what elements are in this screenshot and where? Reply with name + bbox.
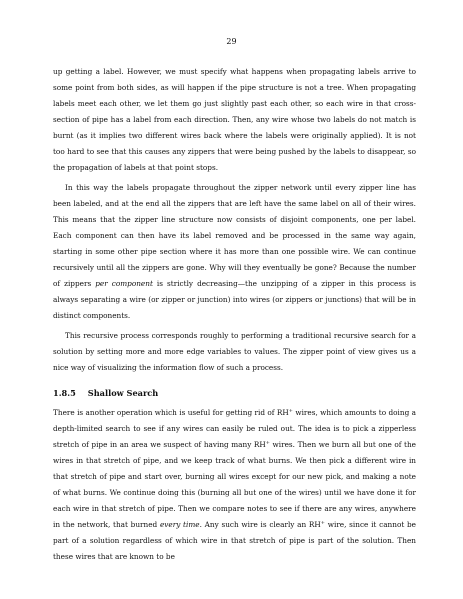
paragraph-4 [53, 405, 416, 565]
superscript-plus: + [288, 408, 293, 414]
paragraph-2-text-b: is strictly decreasing—the unzipping of a zipper in this process is always separating a wire (or zipper or junction) into wires (or zippers or junctions) that will be in distinct components. [53, 279, 416, 320]
superscript-plus: + [320, 520, 325, 526]
paragraph-2-emphasis: per component [95, 279, 153, 288]
page-number: 29 [226, 37, 237, 46]
paragraph-4-text-3: wires. Then we burn all but one of the wires in that stretch of pipe, and we keep track of what burns. We then pick a different wire in that stretch of pipe and start over, burning all wires except for our new pick, and making a note of what burns. We continue doing this (burning all but one of the wires) until we have done it for each wire in that stretch of pipe. Then we compare notes to see if there are any wires, anywhere in the network, that burned [53, 440, 416, 529]
paragraph-4-text-1: There is another operation which is useful for getting rid of RH [53, 408, 289, 417]
paragraph-2-text-a: In this way the labels propagate throughout the zipper network until every zipper line has been labeled, and at the end all the zippers that are left have the same label on all of their wires. This means that the zipper line structure now consists of disjoint components, one per label. Each component can then have its label removed and be processed in the same way again, starting in some other pipe section where it has more than one possible wire. We can continue recursively until all the zippers are gone. Why will they eventually be gone? Because the number of zippers [53, 183, 416, 288]
paragraph-1: up getting a label. However, we must specify what happens when propagating labels arrive to some point from both sides, as will happen if the pipe structure is not a tree. When propagating labels meet each other, we let them go just slightly past each other, so each wire in that cross-section of pipe has a label from each direction. Then, any wire whose two labels do not match is burnt (as it implies two different wires back where the labels were originally applied). It is not too hard to see that this causes any zippers that were being pushed by the labels to disappear, so the propagation of labels at that point stops. [53, 67, 416, 172]
paragraph-4-emphasis: every time [159, 520, 200, 529]
section-number: 1.8.5 [53, 388, 76, 398]
paragraph-3: This recursive process corresponds roughly to performing a traditional recursive search for a solution by setting more and more edge variables to values. The zipper point of view gives us a nice way of visualizing the information flow of such a process. [53, 331, 416, 372]
paragraph-4-text-4: . Any such wire is clearly an RH [199, 520, 321, 529]
body-text [53, 64, 416, 569]
superscript-plus: + [265, 440, 270, 446]
section-heading [53, 387, 416, 399]
section-title: Shallow Search [87, 388, 159, 398]
paragraph-4-text-2: wires, which amounts to doing a depth-limited search to see if any wires can easily be ruled out. The idea is to pick a zipperless stretch of pipe in an area we suspect of having many RH [53, 408, 416, 449]
paragraph-2 [53, 180, 416, 324]
paragraph-4-text-5: wire, since it cannot be part of a solution regardless of which wire in that stretch of pipe is part of the solution. Then these wires that are known to be [53, 520, 416, 561]
